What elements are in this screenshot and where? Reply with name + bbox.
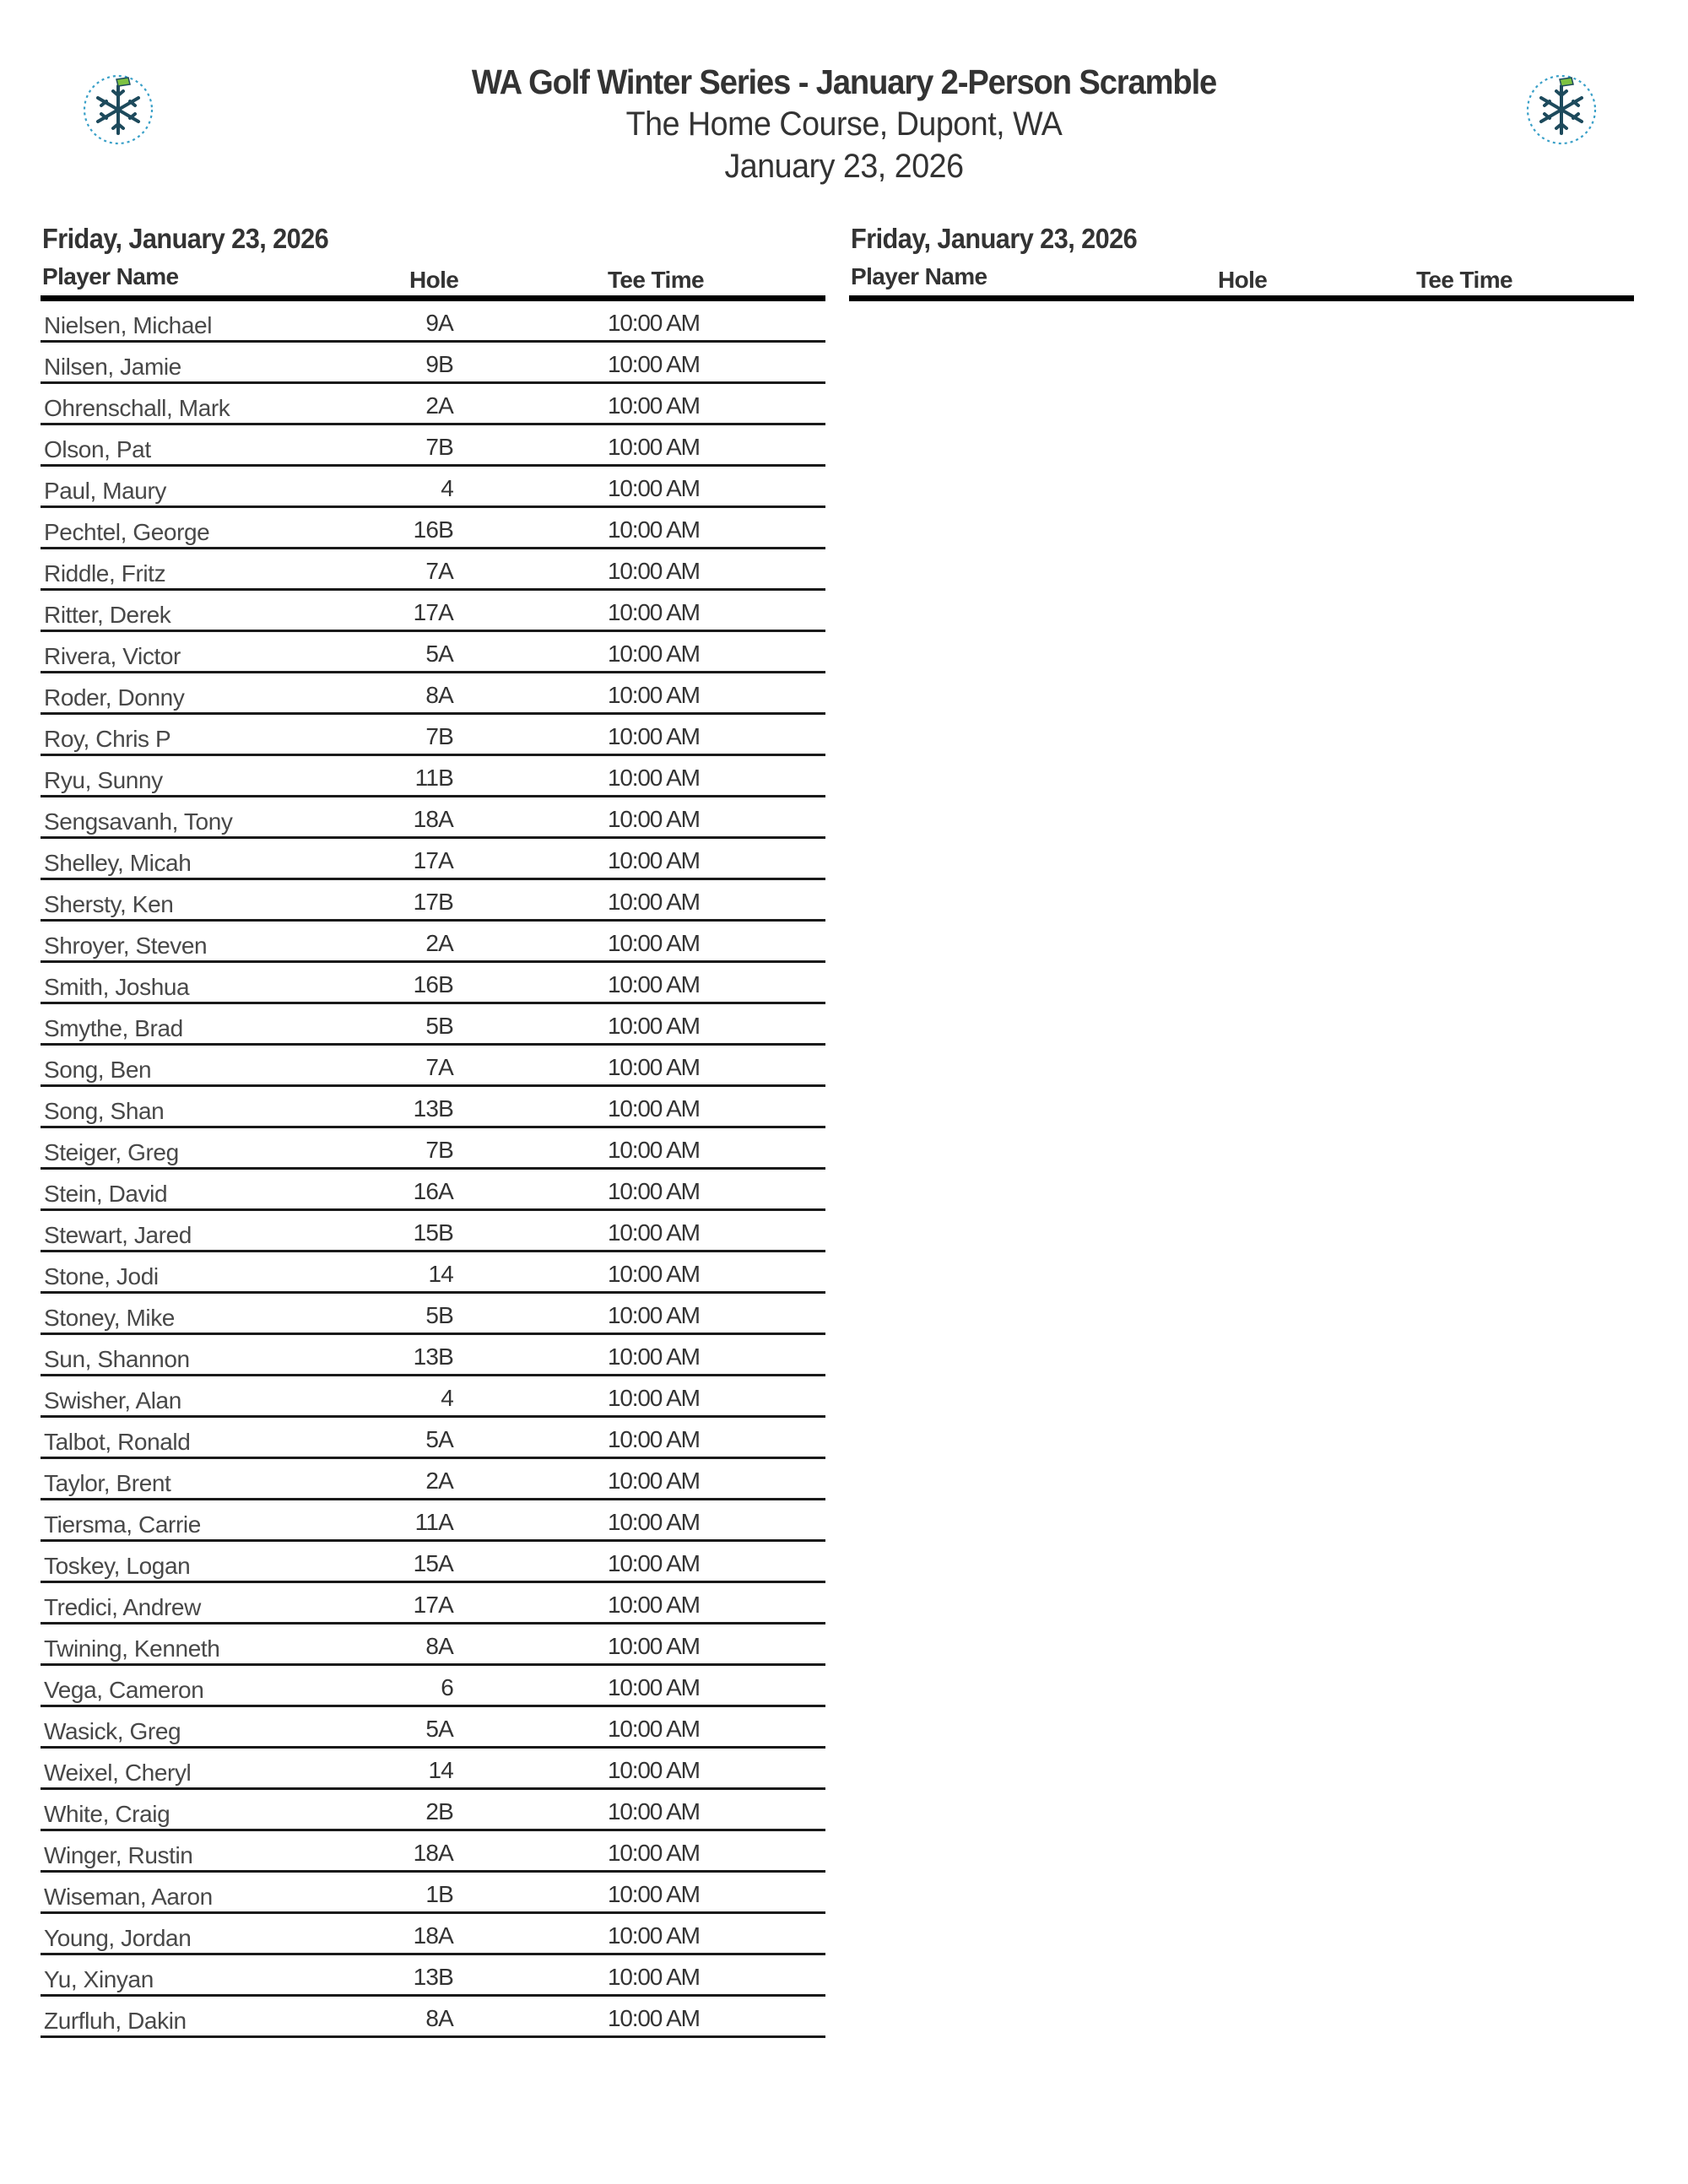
hole-cell: 7A: [425, 558, 453, 584]
hole-cell: 7B: [425, 434, 453, 460]
hole-cell: 7A: [425, 1054, 453, 1080]
table-row: [41, 1955, 825, 1997]
table-row: [41, 301, 825, 343]
table-row: [41, 1376, 825, 1418]
tee-time-cell: 10:00 AM: [608, 310, 700, 336]
table-row: [41, 1749, 825, 1790]
player-name-cell: Stoney, Mike: [44, 1305, 175, 1331]
player-name-cell: Tredici, Andrew: [44, 1594, 201, 1620]
player-name-cell: Swisher, Alan: [44, 1387, 181, 1414]
player-name-cell: Smythe, Brad: [44, 1015, 183, 1041]
player-name-cell: Stewart, Jared: [44, 1222, 192, 1248]
table-row: [41, 1831, 825, 1873]
tee-time-cell: 10:00 AM: [608, 1964, 700, 1990]
tee-time-cell: 10:00 AM: [608, 516, 700, 543]
table-row: [41, 384, 825, 425]
table-row: [41, 1914, 825, 1955]
tee-time-cell: 10:00 AM: [608, 971, 700, 997]
hole-cell: 5B: [425, 1302, 453, 1328]
player-name-cell: Song, Shan: [44, 1098, 165, 1124]
player-name-cell: Roder, Donny: [44, 684, 185, 711]
player-name-cell: White, Craig: [44, 1801, 170, 1827]
player-name-cell: Pechtel, George: [44, 519, 210, 545]
hole-cell: 16A: [413, 1178, 453, 1204]
table-row: [41, 880, 825, 922]
table-row: [41, 508, 825, 549]
hole-cell: 16B: [413, 971, 453, 997]
player-name-cell: Young, Jordan: [44, 1925, 192, 1951]
player-name-cell: Weixel, Cheryl: [44, 1760, 192, 1786]
tee-time-cell: 10:00 AM: [608, 599, 700, 625]
tee-time-cell: 10:00 AM: [608, 1881, 700, 1907]
tee-time-cell: 10:00 AM: [608, 806, 700, 832]
table-row: [41, 1542, 825, 1583]
player-name-cell: Sengsavanh, Tony: [44, 808, 233, 835]
hole-cell: 5A: [425, 1716, 453, 1742]
tee-time-cell: 10:00 AM: [608, 1716, 700, 1742]
tee-time-cell: 10:00 AM: [608, 1178, 700, 1204]
table-row: [41, 1418, 825, 1459]
hole-cell: 5A: [425, 641, 453, 667]
table-row: [41, 1500, 825, 1542]
tee-time-cell: 10:00 AM: [608, 1550, 700, 1576]
hole-cell: 2A: [425, 1468, 453, 1494]
player-name-cell: Rivera, Victor: [44, 643, 181, 669]
hole-cell: 4: [441, 475, 453, 501]
player-name-cell: Stein, David: [44, 1181, 168, 1207]
tee-time-cell: 10:00 AM: [608, 930, 700, 956]
table-row: [41, 1873, 825, 1914]
tee-time-cell: 10:00 AM: [608, 1219, 700, 1246]
player-name-cell: Talbot, Ronald: [44, 1429, 191, 1455]
player-name-cell: Taylor, Brent: [44, 1470, 171, 1496]
table-row: [41, 1211, 825, 1252]
player-name-cell: Yu, Xinyan: [44, 1966, 154, 1992]
player-name-cell: Sun, Shannon: [44, 1346, 190, 1372]
hole-cell: 15B: [413, 1219, 453, 1246]
hole-cell: 2A: [425, 930, 453, 956]
hole-cell: 4: [441, 1385, 453, 1411]
tee-time-cell: 10:00 AM: [608, 2005, 700, 2031]
table-row: [41, 922, 825, 963]
tee-time-cell: 10:00 AM: [608, 1343, 700, 1370]
panel-date-heading: Friday, January 23, 2026: [851, 223, 1138, 254]
column-header-hole: Hole: [409, 267, 459, 293]
tee-time-cell: 10:00 AM: [608, 1261, 700, 1287]
tee-time-cell: 10:00 AM: [608, 1509, 700, 1535]
tee-time-cell: 10:00 AM: [608, 1385, 700, 1411]
venue-subtitle: The Home Course, Dupont, WA: [625, 105, 1063, 143]
hole-cell: 8A: [425, 1633, 453, 1659]
table-row: [41, 1046, 825, 1087]
player-name-cell: Shelley, Micah: [44, 850, 192, 876]
tee-time-cell: 10:00 AM: [608, 351, 700, 377]
player-name-cell: Nilsen, Jamie: [44, 354, 181, 380]
table-row: [41, 1790, 825, 1831]
tee-time-cell: 10:00 AM: [608, 765, 700, 791]
hole-cell: 13B: [413, 1095, 453, 1122]
table-row: [41, 673, 825, 715]
hole-cell: 8A: [425, 682, 453, 708]
table-row: [41, 963, 825, 1004]
player-name-cell: Steiger, Greg: [44, 1139, 179, 1165]
table-row: [41, 1128, 825, 1170]
tee-time-cell: 10:00 AM: [608, 889, 700, 915]
column-header-player-name: Player Name: [42, 263, 179, 289]
hole-cell: 2B: [425, 1798, 453, 1825]
tee-time-cell: 10:00 AM: [608, 1137, 700, 1163]
hole-cell: 13B: [413, 1343, 453, 1370]
hole-cell: 17A: [413, 847, 453, 873]
tee-time-cell: 10:00 AM: [608, 1592, 700, 1618]
table-row: [41, 1294, 825, 1335]
player-name-cell: Ryu, Sunny: [44, 767, 163, 793]
player-name-cell: Wiseman, Aaron: [44, 1884, 213, 1910]
player-name-cell: Shersty, Ken: [44, 891, 174, 917]
table-row: [41, 425, 825, 467]
tee-time-cell: 10:00 AM: [608, 1054, 700, 1080]
column-header-tee-time: Tee Time: [1416, 267, 1512, 293]
tee-time-cell: 10:00 AM: [608, 1013, 700, 1039]
player-name-cell: Tiersma, Carrie: [44, 1511, 201, 1538]
hole-cell: 17A: [413, 1592, 453, 1618]
player-name-cell: Wasick, Greg: [44, 1718, 181, 1744]
player-name-cell: Stone, Jodi: [44, 1263, 159, 1289]
player-name-cell: Roy, Chris P: [44, 726, 171, 752]
tee-time-cell: 10:00 AM: [608, 1302, 700, 1328]
header-rule: [41, 295, 825, 301]
player-rows: [41, 301, 825, 2038]
table-row: [41, 1004, 825, 1046]
tee-time-cell: 10:00 AM: [608, 1426, 700, 1452]
hole-cell: 16B: [413, 516, 453, 543]
hole-cell: 18A: [413, 1922, 453, 1949]
column-header-tee-time: Tee Time: [608, 267, 704, 293]
hole-cell: 8A: [425, 2005, 453, 2031]
table-row: [41, 839, 825, 880]
table-row: [41, 1624, 825, 1666]
hole-cell: 9A: [425, 310, 453, 336]
tee-time-cell: 10:00 AM: [608, 1922, 700, 1949]
event-date: January 23, 2026: [724, 148, 964, 185]
tee-time-cell: 10:00 AM: [608, 1633, 700, 1659]
tee-time-cell: 10:00 AM: [608, 723, 700, 749]
tee-time-cell: 10:00 AM: [608, 392, 700, 419]
player-name-cell: Ohrenschall, Mark: [44, 395, 230, 421]
hole-cell: 5A: [425, 1426, 453, 1452]
tee-time-cell: 10:00 AM: [608, 1798, 700, 1825]
table-row: [41, 1707, 825, 1749]
table-row: [41, 1335, 825, 1376]
player-name-cell: Zurfluh, Dakin: [44, 2008, 187, 2034]
hole-cell: 6: [441, 1674, 453, 1700]
player-name-cell: Riddle, Fritz: [44, 560, 166, 587]
player-name-cell: Song, Ben: [44, 1057, 152, 1083]
tee-time-cell: 10:00 AM: [608, 1468, 700, 1494]
tee-time-cell: 10:00 AM: [608, 1674, 700, 1700]
hole-cell: 2A: [425, 392, 453, 419]
hole-cell: 11B: [414, 765, 453, 791]
player-name-cell: Vega, Cameron: [44, 1677, 204, 1703]
hole-cell: 14: [428, 1261, 453, 1287]
hole-cell: 11A: [414, 1509, 453, 1535]
player-name-cell: Twining, Kenneth: [44, 1635, 220, 1662]
tee-time-cell: 10:00 AM: [608, 641, 700, 667]
tee-time-cell: 10:00 AM: [608, 475, 700, 501]
hole-cell: 18A: [413, 806, 453, 832]
hole-cell: 15A: [413, 1550, 453, 1576]
document-header: [0, 61, 1688, 187]
player-name-cell: Paul, Maury: [44, 478, 166, 504]
header-rule: [849, 295, 1634, 301]
table-row: [41, 1666, 825, 1707]
table-row: [41, 549, 825, 591]
hole-cell: 5B: [425, 1013, 453, 1039]
table-row: [41, 1459, 825, 1500]
column-header-player-name: Player Name: [851, 263, 987, 289]
table-row: [41, 1583, 825, 1624]
player-name-cell: Smith, Joshua: [44, 974, 190, 1000]
hole-cell: 17B: [413, 889, 453, 915]
tee-time-cell: 10:00 AM: [608, 847, 700, 873]
hole-cell: 13B: [413, 1964, 453, 1990]
tee-time-cell: 10:00 AM: [608, 1757, 700, 1783]
player-name-cell: Nielsen, Michael: [44, 312, 213, 338]
hole-cell: 9B: [425, 351, 453, 377]
player-name-cell: Ritter, Derek: [44, 602, 171, 628]
panel-date-heading: Friday, January 23, 2026: [42, 223, 329, 254]
hole-cell: 18A: [413, 1840, 453, 1866]
tee-time-cell: 10:00 AM: [608, 682, 700, 708]
hole-cell: 7B: [425, 723, 453, 749]
table-row: [41, 343, 825, 384]
tee-time-cell: 10:00 AM: [608, 1840, 700, 1866]
player-name-cell: Shroyer, Steven: [44, 933, 208, 959]
table-row: [41, 1170, 825, 1211]
event-title: WA Golf Winter Series - January 2-Person Scramble: [471, 62, 1217, 101]
table-row: [41, 1087, 825, 1128]
player-name-cell: Winger, Rustin: [44, 1842, 193, 1868]
tee-time-cell: 10:00 AM: [608, 434, 700, 460]
player-name-cell: Toskey, Logan: [44, 1553, 191, 1579]
table-row: [41, 756, 825, 797]
player-name-cell: Olson, Pat: [44, 436, 151, 462]
tee-time-cell: 10:00 AM: [608, 558, 700, 584]
column-header-hole: Hole: [1218, 267, 1268, 293]
hole-cell: 14: [428, 1757, 453, 1783]
table-row: [41, 632, 825, 673]
table-row: [41, 591, 825, 632]
table-row: [41, 467, 825, 508]
table-row: [41, 715, 825, 756]
hole-cell: 17A: [413, 599, 453, 625]
table-row: [41, 1997, 825, 2038]
table-row: [41, 1252, 825, 1294]
hole-cell: 1B: [425, 1881, 453, 1907]
tee-time-cell: 10:00 AM: [608, 1095, 700, 1122]
table-row: [41, 797, 825, 839]
hole-cell: 7B: [425, 1137, 453, 1163]
